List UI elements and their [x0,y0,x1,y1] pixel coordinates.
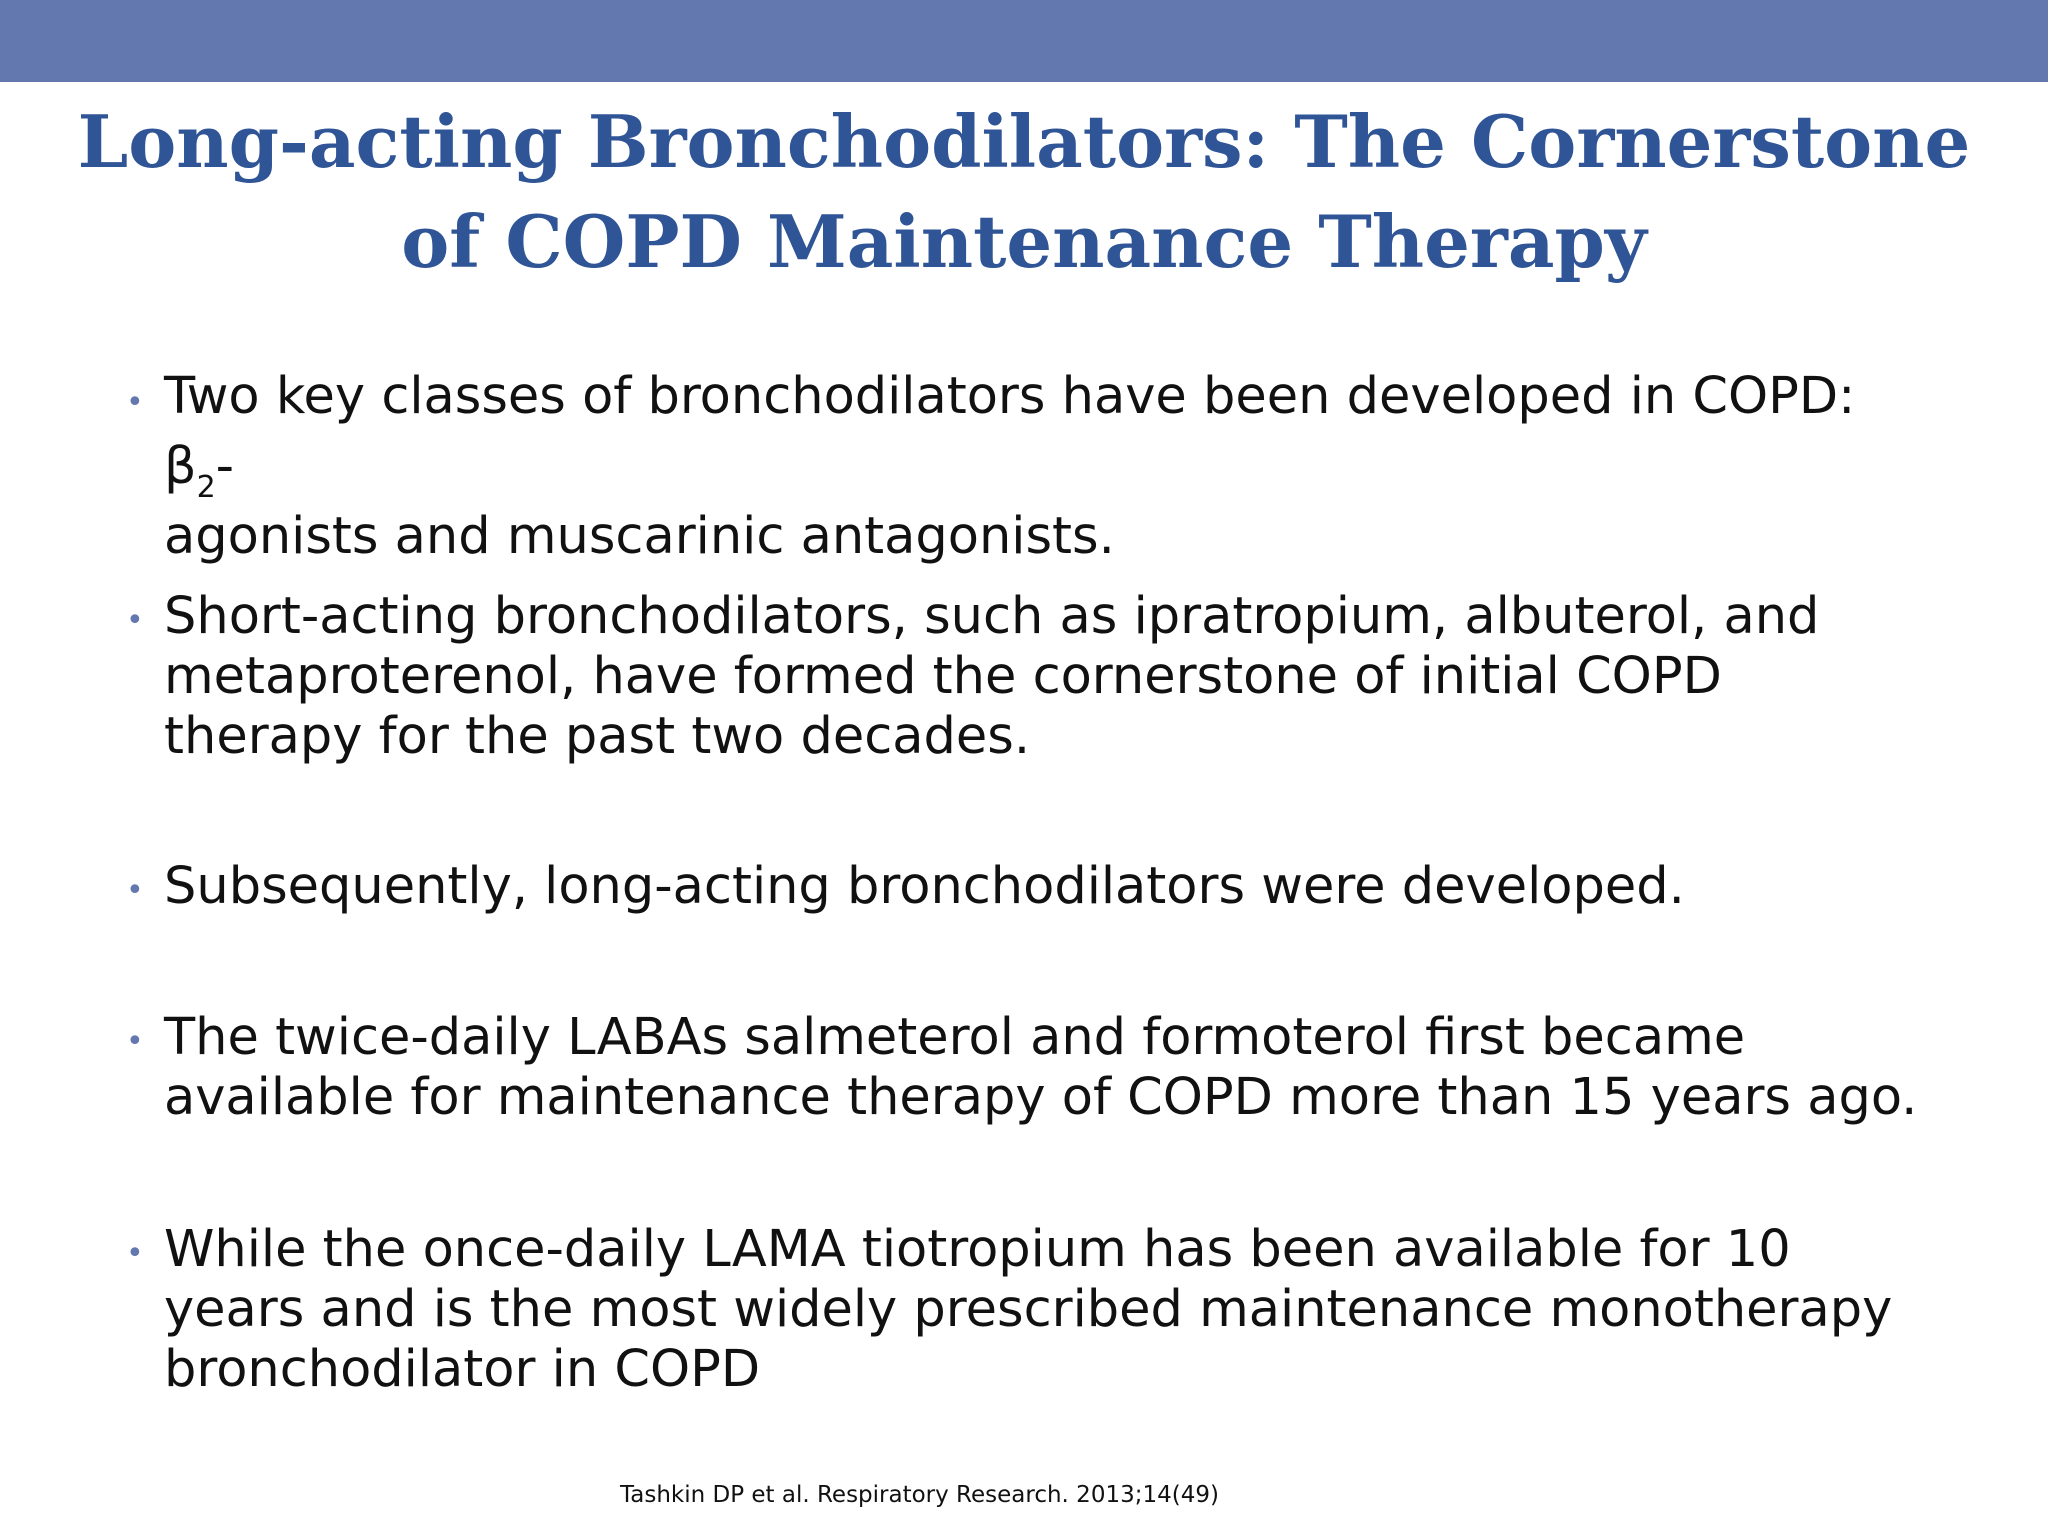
bullet-text-line: years and is the most widely prescribed maintenance monotherapy [164,1280,1893,1339]
bullet-item-2 [126,587,1924,767]
bullet-dot-icon: • [126,385,144,420]
bullet-text-line: Subsequently, long-acting bronchodilators were developed. [164,857,1685,916]
bullet-text-line: available for maintenance therapy of COPD more than 15 years ago. [164,1068,1918,1127]
bullet-dot-icon: • [126,1024,144,1059]
bullet-text-line: While the once-daily LAMA tiotropium has been available for 10 [164,1220,1791,1279]
bullet-text-segment: Two key classes of bronchodilators have been developed in COPD: β [164,367,1856,496]
bullet-text-line: agonists and muscarinic antagonists. [164,507,1115,566]
bullet-item-1 [126,362,1924,572]
bullet-text-line: therapy for the past two decades. [164,707,1031,766]
bullet-dot-icon: • [126,603,144,638]
bullet-text-line: bronchodilator in COPD [164,1340,761,1399]
bullet-text-line: metaproterenol, have formed the cornerstone of initial COPD [164,647,1722,706]
bullet-text-line: Short-acting bronchodilators, such as ipratropium, albuterol, and [164,587,1820,646]
bullet-item-4 [126,1008,1924,1128]
bullet-item-5 [126,1220,1924,1400]
bullet-text-line: The twice-daily LABAs salmeterol and formoterol first became [164,1008,1746,1067]
bullet-text-line [164,362,1924,505]
bullet-text-segment: - [215,437,235,496]
bullet-dot-icon: • [126,873,144,908]
slide-title-line-1: Long-acting Bronchodilators: The Cornerstone [77,99,1971,184]
slide-title-line-2: of COPD Maintenance Therapy [401,199,1647,284]
citation: Tashkin DP et al. Respiratory Research. 2013;14(49) [620,1482,1219,1508]
bullet-item-3 [126,857,1924,917]
subscript: 2 [196,470,216,505]
bullet-dot-icon: • [126,1236,144,1271]
